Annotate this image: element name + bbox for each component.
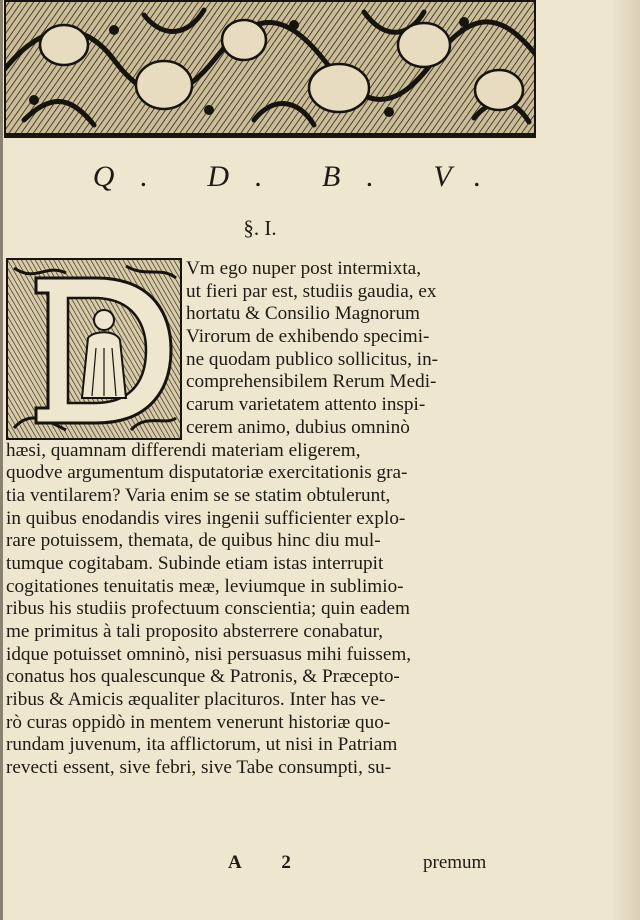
text-line: conatus hos qualescunque & Patronis, & Præcepto- bbox=[6, 666, 400, 688]
text-line: rò curas oppidò in mentem venerunt historiæ quo- bbox=[6, 711, 391, 733]
text-line: tia ventilarem? Varia enim se se statim obtulerunt, bbox=[6, 484, 391, 506]
text-line: Vm ego nuper post intermixta, bbox=[186, 258, 422, 279]
text-line: ut fieri par est, studiis gaudia, ex bbox=[186, 280, 437, 302]
text-line: revecti essent, sive febri, sive Tabe consumpti, su- bbox=[6, 757, 392, 779]
text-line: hæsi, quamnam differendi materiam eligerem, bbox=[6, 439, 361, 461]
text-line: quodve argumentum disputatoriæ exercitationis gra- bbox=[6, 462, 408, 484]
page-shade bbox=[610, 0, 640, 920]
text-line: ribus his studiis profectuum conscientia; quin eadem bbox=[6, 598, 410, 620]
page-footer bbox=[0, 852, 640, 882]
text-line: comprehensibilem Rerum Medi- bbox=[186, 371, 437, 393]
text-line: me primitus à tali proposito absterrere conabatur, bbox=[6, 621, 383, 642]
page-title: Q. D. B. V. bbox=[92, 160, 508, 193]
section-heading: §. I. bbox=[243, 216, 277, 240]
text-line: rundam juvenum, ita afflictorum, ut nisi in Patriam bbox=[6, 734, 398, 756]
text-line: tumque cogitabam. Subinde etiam istas interrupit bbox=[6, 552, 384, 574]
signature-mark: A 2 bbox=[228, 852, 309, 873]
text-line: Virorum de exhibendo specimi- bbox=[186, 326, 430, 348]
text-line: cerem animo, dubius omninò bbox=[186, 416, 410, 438]
text-line: ne quodam publico sollicitus, in- bbox=[186, 348, 439, 370]
text-line: rare potuissem, themata, de quibus hinc diu mul- bbox=[6, 530, 381, 552]
body-text bbox=[6, 258, 512, 780]
text-line: carum varietatem attento inspi- bbox=[186, 394, 426, 416]
catchword: premum bbox=[423, 852, 487, 873]
text-line: in quibus enodandis vires ingenii sufficienter explo- bbox=[6, 507, 406, 529]
ornamental-headpiece bbox=[4, 0, 536, 138]
text-line: cogitationes tenuitatis meæ, leviumque in sublimio- bbox=[6, 575, 404, 597]
text-line: hortatu & Consilio Magnorum bbox=[186, 303, 420, 325]
text-line: idque potuisset omninò, nisi persuasus mihi fuissem, bbox=[6, 643, 412, 665]
text-line: ribus & Amicis æqualiter placituros. Inter has ve- bbox=[6, 689, 386, 711]
page-edge bbox=[0, 0, 3, 920]
